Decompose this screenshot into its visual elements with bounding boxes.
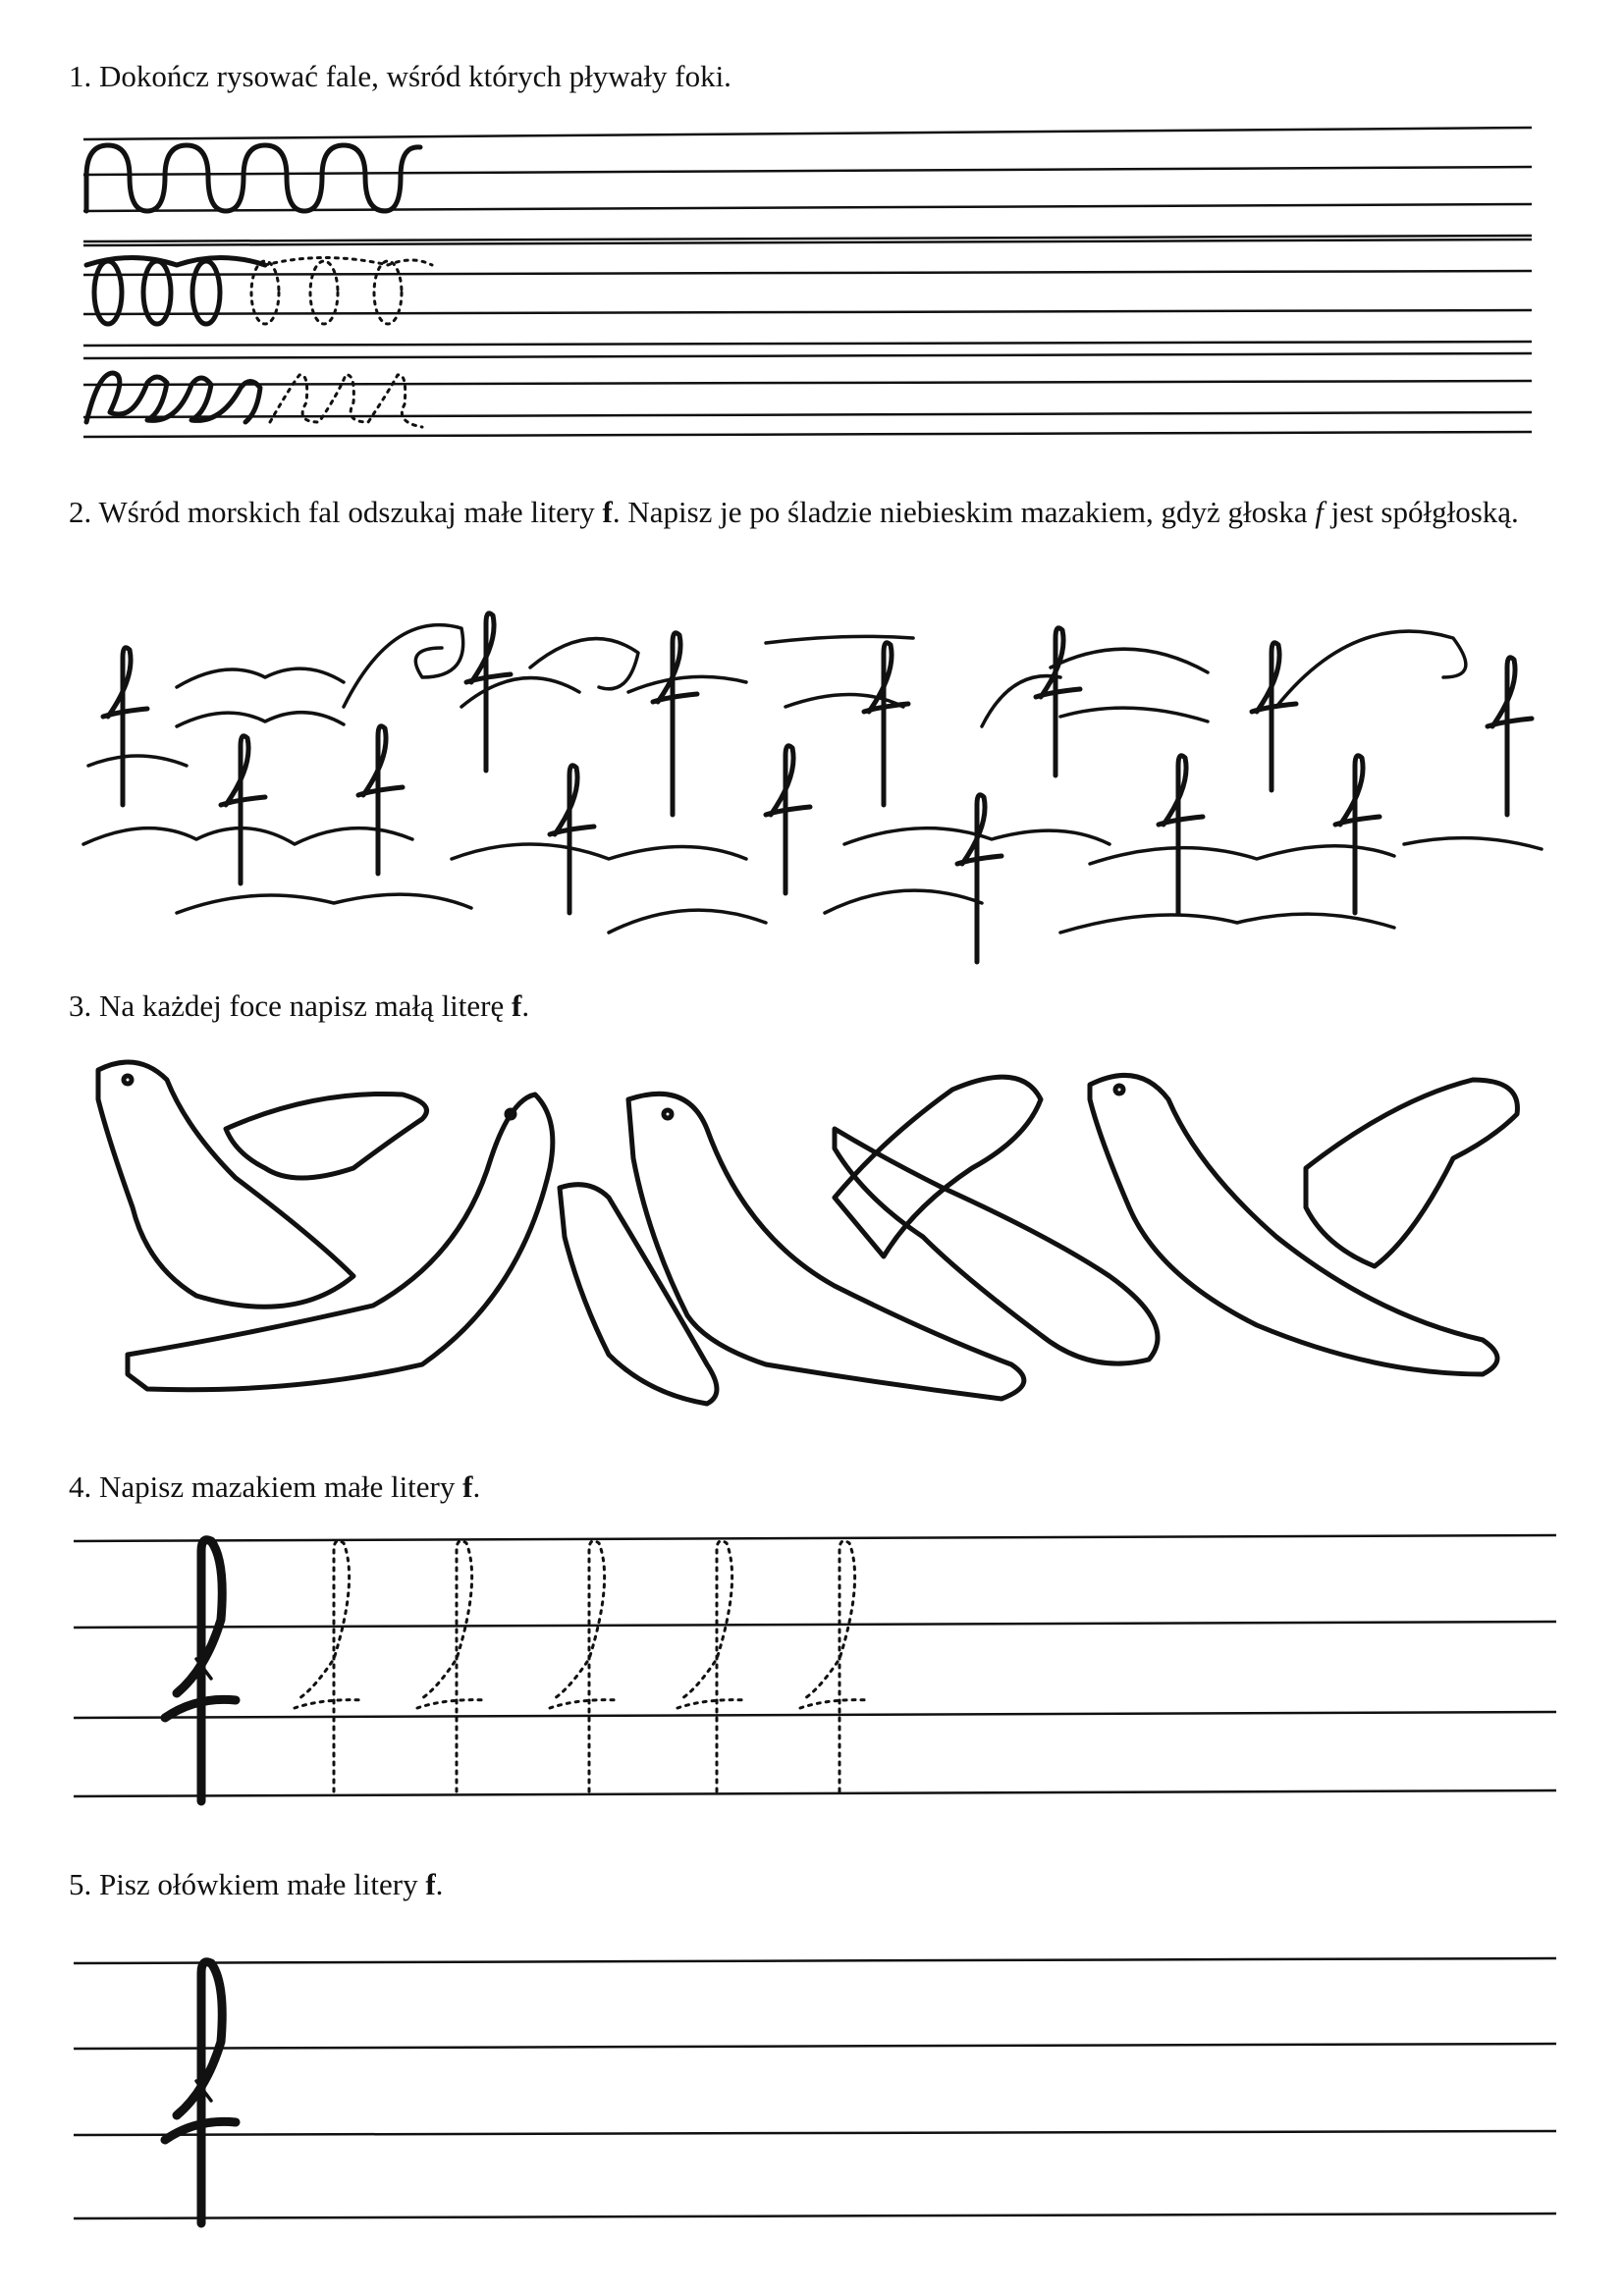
task-2-instruction: 2. Wśród morskich fal odszukaj małe litery f. Napisz je po śladzie niebieskim mazakiem, gdyż głoska f jest spółgłoską. — [69, 495, 1519, 529]
task-5-writing-lines[interactable] — [0, 1949, 1624, 2263]
task-4-writing-lines[interactable] — [0, 1522, 1624, 1816]
seal-illustration-icon — [98, 1062, 1517, 1404]
letter-f-model-icon — [165, 1962, 236, 2223]
task-1-wave-lines[interactable] — [0, 118, 1624, 452]
dotted-letters — [295, 1541, 869, 1791]
loop-row-3 — [86, 373, 260, 422]
task-3-instruction: 3. Na każdej foce napisz małą literę f. — [69, 988, 530, 1023]
task-5-instruction: 5. Pisz ołówkiem małe litery f. — [69, 1867, 444, 1901]
task-2-waves-with-letters[interactable] — [0, 599, 1624, 972]
letter-f-model-icon — [165, 1540, 236, 1801]
task-3-seals[interactable] — [0, 1041, 1624, 1453]
task-1-instruction: 1. Dokończ rysować fale, wśród których pływały foki. — [69, 59, 731, 93]
task-4-instruction: 4. Napisz mazakiem małe litery f. — [69, 1469, 481, 1504]
wave-row-1 — [86, 145, 420, 211]
wave-pattern-icon — [83, 625, 1542, 933]
